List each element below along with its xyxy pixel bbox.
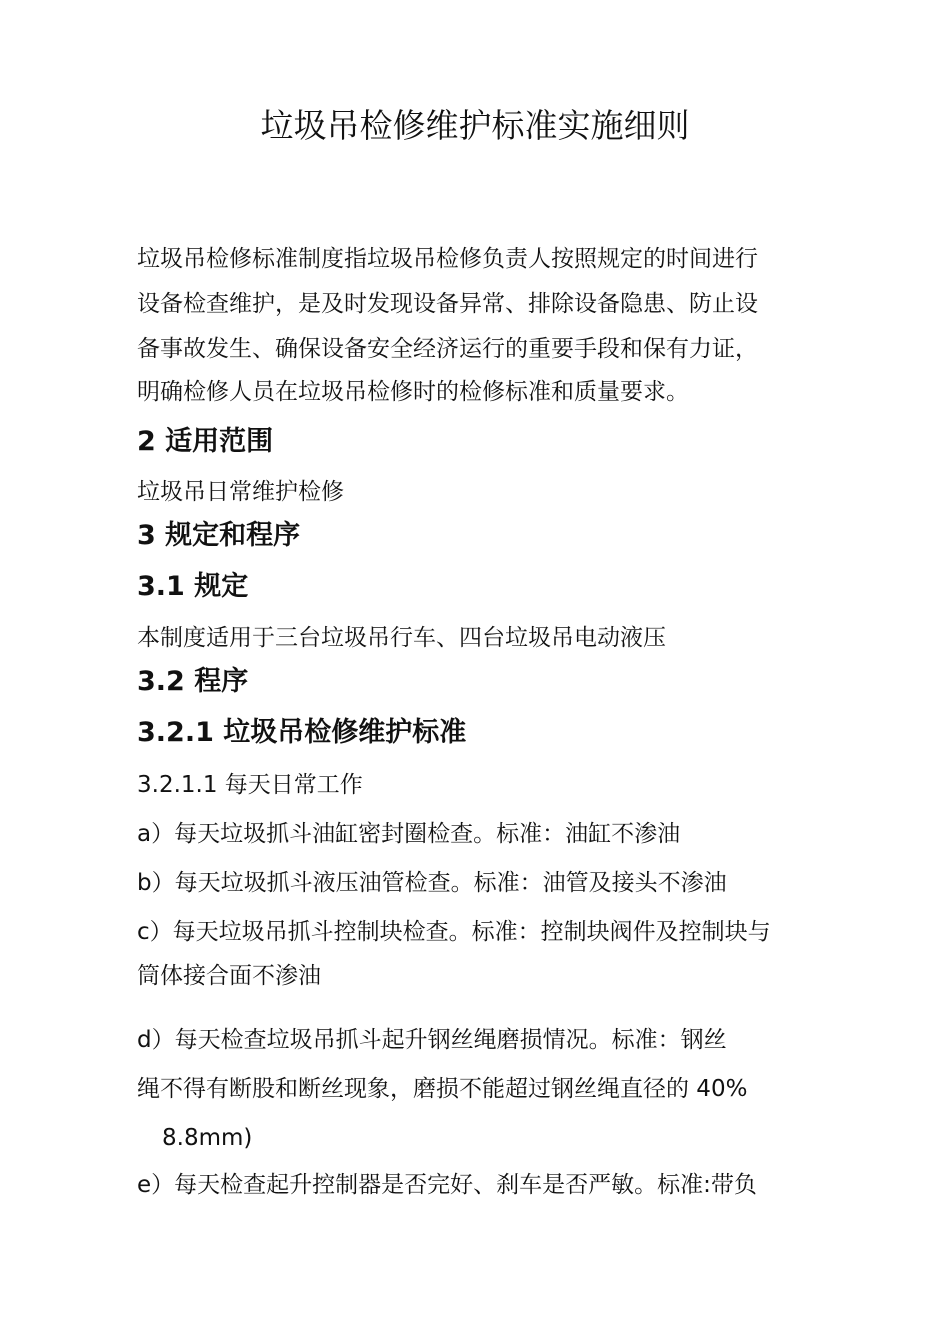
intro-line-4: 明确检修人员在垃圾吊检修时的检修标准和质量要求。: [137, 379, 689, 405]
item-b: b）每天垃圾抓斗液压油管检查。标准：油管及接头不渗油: [137, 870, 727, 896]
item-c: c）每天垃圾吊抓斗控制块检查。标准：控制块阀件及控制块与: [137, 919, 771, 945]
section-3-1-heading: 3.1 规定: [137, 571, 249, 602]
section-3-2-heading: 3.2 程序: [137, 666, 249, 697]
intro-line-3: 备事故发生、确保设备安全经济运行的重要手段和保有力证，: [137, 336, 758, 362]
section-3-1-text: 本制度适用于三台垃圾吊行车、四台垃圾吊电动液压: [137, 625, 666, 651]
item-d-continued-2: 8.8mm): [162, 1125, 253, 1151]
document-title: 垃圾吊检修维护标准实施细则: [260, 106, 690, 145]
item-c-continued: 筒体接合面不渗油: [137, 963, 321, 989]
intro-line-2: 设备检查维护，是及时发现设备异常、排除设备隐患、防止设: [137, 291, 758, 317]
section-3-heading: 3 规定和程序: [137, 520, 301, 551]
section-2-heading: 2 适用范围: [137, 426, 274, 457]
section-3-2-1-1-label: 3.2.1.1 每天日常工作: [137, 772, 363, 798]
item-d-continued: 绳不得有断股和断丝现象，磨损不能超过钢丝绳直径的 40%: [137, 1076, 748, 1102]
section-2-text: 垃圾吊日常维护检修: [137, 479, 344, 505]
item-d: d）每天检查垃圾吊抓斗起升钢丝绳磨损情况。标准：钢丝: [137, 1027, 727, 1053]
section-3-2-1-heading: 3.2.1 垃圾吊检修维护标准: [137, 717, 467, 748]
item-e: e）每天检查起升控制器是否完好、刹车是否严敏。标准:带负: [137, 1172, 757, 1198]
item-a: a）每天垃圾抓斗油缸密封圈检查。标准：油缸不渗油: [137, 821, 681, 847]
intro-line-1: 垃圾吊检修标准制度指垃圾吊检修负责人按照规定的时间进行: [137, 246, 758, 272]
